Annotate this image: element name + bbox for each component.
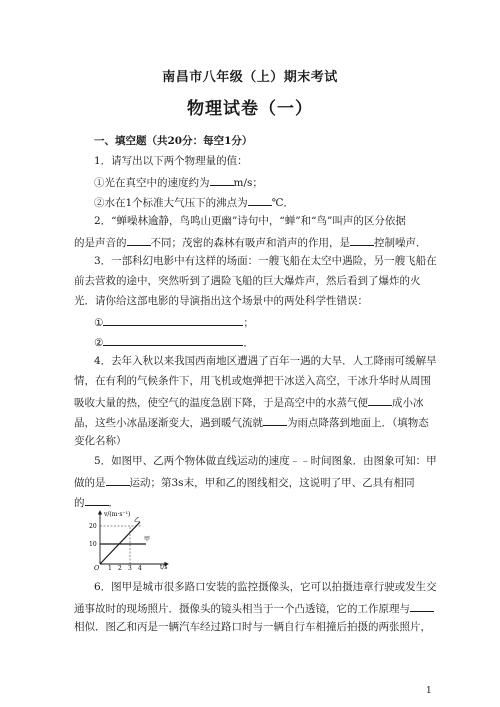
q4-line2: 情，在有利的气候条件下，用飞机或炮弹把干冰送入高空，干冰升华时从周围 [74, 375, 431, 387]
q4-line5: 变化名称） [74, 435, 127, 447]
q3-punct: ； [243, 317, 254, 329]
graph-ylabel: v/(m·s⁻¹) [104, 511, 131, 518]
q3-line1: 3．一部科幻电影中有这样的场面：一艘飞船在太空中遇险，另一艘飞船在 [94, 255, 437, 267]
q2-text: 的是声音的 [74, 237, 127, 249]
q2-text: 不同；茂密的森林有吸声和消声的作用，是 [150, 237, 350, 249]
x-tick-2: 2 [118, 565, 122, 570]
x-tick-3: 3 [128, 565, 132, 570]
q6-line1: 6．图甲是城市很多路口安装的监控摄像头，它可以拍摄违章行驶或发生交 [94, 581, 437, 593]
q1-stem: 1．请写出以下两个物理量的值： [94, 155, 248, 167]
answer-blank[interactable] [368, 394, 392, 406]
q1-a-text: ①光在真空中的速度约为 [94, 177, 210, 189]
answer-blank[interactable] [210, 174, 234, 186]
answer-blank[interactable] [85, 494, 109, 506]
graph-origin: O [94, 564, 100, 570]
answer-blank[interactable] [106, 474, 130, 486]
q5-text: 运动；第3s末，甲和乙的图线相交，这说明了甲、乙具有相同 [129, 477, 415, 489]
series-yi-line [100, 522, 140, 564]
x-tick-1: 1 [108, 565, 112, 570]
section-heading: 一、填空题（共20分：每空1分） [94, 135, 253, 147]
answer-blank[interactable] [127, 234, 151, 246]
answer-blank[interactable] [103, 334, 243, 346]
q4-line1: 4．去年入秋以来我国西南地区遭遇了百年一遇的大旱．人工降雨可缓解旱 [94, 355, 437, 367]
q4-text: 吸收大量的热，使空气的温度急剧下降，于是高空中的水蒸气便 [74, 397, 368, 409]
q3-marker: ① [94, 317, 104, 329]
q6-text: 通事故时的现场照片．摄像头的镜头相当于一个凸透镜，它的工作原理与 [74, 603, 410, 615]
q5-text: ． [108, 497, 119, 509]
q5-text: 做的是 [74, 477, 106, 489]
q3-blank2-row [94, 334, 254, 350]
q3-blank1-row [94, 314, 254, 330]
q3-line2: 前去营救的途中，突然听到了遇险飞船的巨大爆炸声，然后看到了爆炸的火 [74, 275, 421, 287]
q3-punct: ． [243, 337, 254, 349]
q1-a-unit: m/s； [233, 177, 263, 189]
q4-line3 [74, 394, 424, 410]
series-label-yi: 乙 [134, 517, 141, 524]
q4-text: 晶，这些小冰晶逐渐变大，遇到暖气流就 [74, 417, 263, 429]
page-number: 1 [426, 686, 432, 696]
exam-title: 南昌市八年级（上）期末考试 [162, 70, 338, 85]
q4-line4 [74, 414, 429, 430]
y-tick-10: 10 [89, 541, 97, 548]
q5-text: 的 [74, 497, 85, 509]
q5-line1: 5．如图甲、乙两个物体做直线运动的速度﹣﹣时间图象．由图象可知：甲 [94, 455, 437, 467]
q2-line2 [74, 234, 427, 250]
answer-blank[interactable] [350, 234, 374, 246]
answer-blank[interactable] [103, 314, 243, 326]
q1-b-unit: ℃． [271, 197, 294, 209]
y-tick-20: 20 [89, 523, 97, 530]
q5-line2 [74, 474, 415, 490]
q6-line2 [74, 600, 434, 616]
exam-subtitle: 物理试卷（一） [187, 99, 313, 119]
q2-text: 控制噪声． [374, 237, 427, 249]
answer-blank[interactable] [248, 194, 272, 206]
q4-text: 成小冰 [392, 397, 424, 409]
series-label-jia: 甲 [144, 536, 151, 543]
q1-a [94, 174, 263, 190]
q6-line3: 相似．图乙和丙是一辆汽车经过路口时与一辆自行车相撞后拍摄的两张照片， [74, 621, 431, 633]
q3-line3: 光．请你给这部电影的导演指出这个场景中的两处科学性错误： [74, 295, 368, 307]
answer-blank[interactable] [263, 414, 287, 426]
q4-text: 为雨点降落到地面上．（填物态 [287, 417, 429, 429]
answer-blank[interactable] [410, 600, 434, 612]
velocity-time-graph [84, 508, 174, 570]
q3-marker: ② [94, 337, 104, 349]
q2-line1: 2．“蝉噪林逾静，鸟鸣山更幽”诗句中，“蝉”和“鸟”叫声的区分依据 [94, 215, 406, 227]
x-tick-4: 4 [138, 565, 142, 570]
graph-xlabel: t/s [160, 564, 168, 570]
q1-b [94, 194, 294, 210]
q1-b-text: ②水在1个标准大气压下的沸点为 [94, 197, 248, 209]
